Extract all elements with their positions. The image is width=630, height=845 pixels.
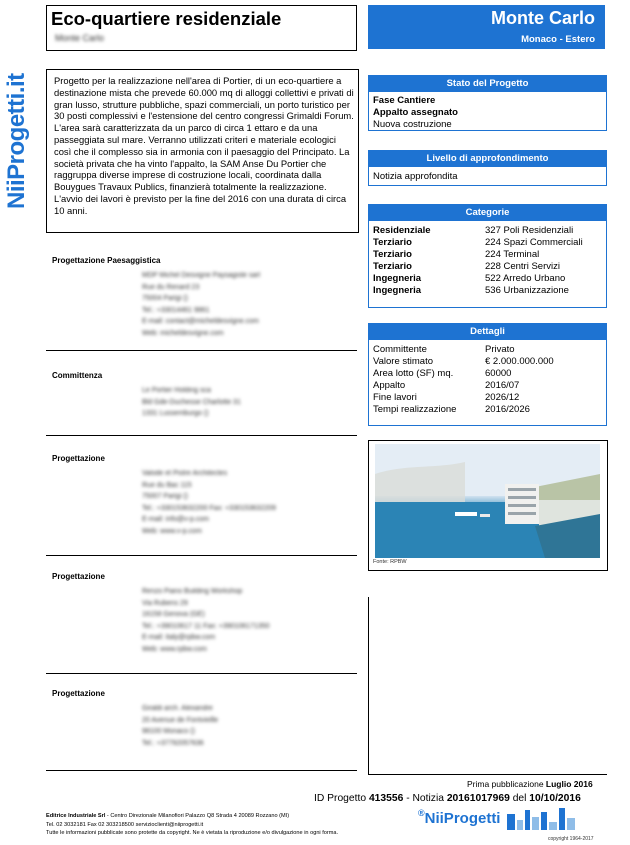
first-publication: Prima pubblicazione Luglio 2016 <box>467 779 593 789</box>
stato-panel <box>368 75 607 131</box>
contact-details: Valode et Pistre Architectes Rue du Bac 115 75007 Parigi () Tel.: +330153632200 Fax: +330153632209 E-mail: info@v-p.com Web: www.v-p.com <box>142 470 276 535</box>
livello-panel <box>368 150 607 186</box>
stato-line-3: Nuova costruzione <box>373 119 452 130</box>
vertical-logo <box>3 4 29 209</box>
vertical-logo-text: NiiProgetti.it <box>3 73 30 209</box>
categorie-header: Categorie <box>369 205 606 221</box>
contact-section <box>46 448 357 548</box>
project-photo-drawing <box>375 444 600 558</box>
contact-section <box>46 365 357 435</box>
footer-logo: ®NiiProgetti <box>418 808 577 830</box>
categoria-row: Terziario 228 Centri Servizi <box>373 261 560 272</box>
dettaglio-row: Appalto 2016/07 <box>373 380 520 391</box>
contact-section <box>46 683 357 763</box>
stato-line-1: Fase Cantiere <box>373 95 436 106</box>
contact-label: Progettazione <box>52 572 105 581</box>
dettaglio-row: Fine lavori 2026/12 <box>373 392 520 403</box>
categoria-row: Terziario 224 Spazi Commerciali <box>373 237 583 248</box>
section-divider <box>46 555 357 556</box>
contact-label: Committenza <box>52 371 103 380</box>
categoria-row: Residenziale 327 Poli Residenziali <box>373 225 574 236</box>
livello-value: Notizia approfondita <box>373 171 458 182</box>
page-title: Eco-quartiere residenziale <box>51 8 282 29</box>
contact-label: Progettazione Paesaggistica <box>52 256 161 265</box>
dettaglio-row: Valore stimato € 2.000.000.000 <box>373 356 554 367</box>
empty-notes-box <box>368 597 607 775</box>
contact-label: Progettazione <box>52 454 105 463</box>
livello-header: Livello di approfondimento <box>369 151 606 167</box>
stato-line-2: Appalto assegnato <box>373 107 458 118</box>
dettaglio-row: Area lotto (SF) mq. 60000 <box>373 368 512 379</box>
location-city: Monte Carlo <box>490 8 595 28</box>
project-photo-box <box>368 440 608 571</box>
project-id-line: ID Progetto 413556 - Notizia 20161017969 del 10/10/2016 <box>314 793 581 804</box>
contact-label: Progettazione <box>52 689 105 698</box>
copyright: copyright 1964-2017 <box>548 836 594 842</box>
description-text: Progetto per la realizzazione nell'area di Portier, di un eco-quartiere a destinazione mista che prevede 60.000 mq di alloggi collettivi e privati di gran lusso, strutture pubbliche, spazi commerciali, un porto turistico per 30 posti complessivi e l'estensione del centro congressi Grimaldi Forum. L'area sarà caratterizzata da un parco di circa 1 ettaro e da una passeggiata sul mare. Verranno utilizzati criteri e materiale ecologici così che il complesso sia in armonia con il paesaggio del Principato. La società privata che ha vinto l'appalto, la SAM Anse Du Portier che raggruppa diverse imprese di costruzione locali, coordinata dalla Bouygues Travaux Publics, finanzierà totalmente la realizzazione. L'avvio dei lavori è previsto per la fine del 2016 con una durata di circa 10 anni. <box>54 75 354 216</box>
page-subtitle: Monte Carlo <box>55 33 105 43</box>
location-box <box>368 5 605 49</box>
project-photo <box>375 444 600 558</box>
contact-section <box>46 566 357 666</box>
dettaglio-row: Tempi realizzazione 2016/2026 <box>373 404 530 415</box>
contact-details: Renzo Piano Building Workshop Via Rubens 29 16158 Genova (GE) Tel.: +39010617 11 Fax: +390106171350 E-mail: italy@rpbw.com Web: www.rpbw.com <box>142 588 270 653</box>
section-divider <box>46 673 357 674</box>
section-divider <box>46 350 357 351</box>
contact-details: Giraldi arch. Alexandre 20 Avenue de Fontvieille 98100 Monaco () Tel.: +37792057636 <box>142 705 219 747</box>
dettagli-panel <box>368 323 607 426</box>
description-box <box>46 69 359 233</box>
contact-details: MDP Michel Desvigne Paysagiste sarl Rue du Renard 23 75004 Parigi () Tel.: +33014461 9861 E-mail: contact@micheldesvigne.com Web: micheldesvigne.com <box>142 272 261 337</box>
section-divider <box>46 435 357 436</box>
categorie-panel <box>368 204 607 308</box>
photo-caption: Fonte: RPBW <box>373 559 407 565</box>
skyline-icon <box>505 808 577 830</box>
title-box <box>46 5 357 51</box>
location-region: Monaco - Estero <box>521 34 595 45</box>
dettaglio-row: Committente Privato <box>373 344 515 355</box>
footer-text: Editrice Industriale Srl - Centro Direzionale Milanofiori Palazzo Q8 Strada 4 20089 Rozzano (MI) Tel. 02 3032181 Fax 02 303218500 servizioclienti@niiprogetti.it Tutte le informazioni pubblicate sono protette da copyright. Ne è vietata la riproduzione e/o divulgazione in ogni forma. <box>46 813 339 836</box>
contact-details: Le Portier Holding sca Bld Gde-Duchesse Charlotte 31 1331 Lussemburgo () <box>142 387 241 417</box>
stato-header: Stato del Progetto <box>369 76 606 92</box>
contact-section <box>46 250 357 350</box>
categoria-row: Terziario 224 Terminal <box>373 249 540 260</box>
section-divider <box>46 770 357 771</box>
dettagli-header: Dettagli <box>369 324 606 340</box>
categoria-row: Ingegneria 536 Urbanizzazione <box>373 285 569 296</box>
categoria-row: Ingegneria 522 Arredo Urbano <box>373 273 566 284</box>
